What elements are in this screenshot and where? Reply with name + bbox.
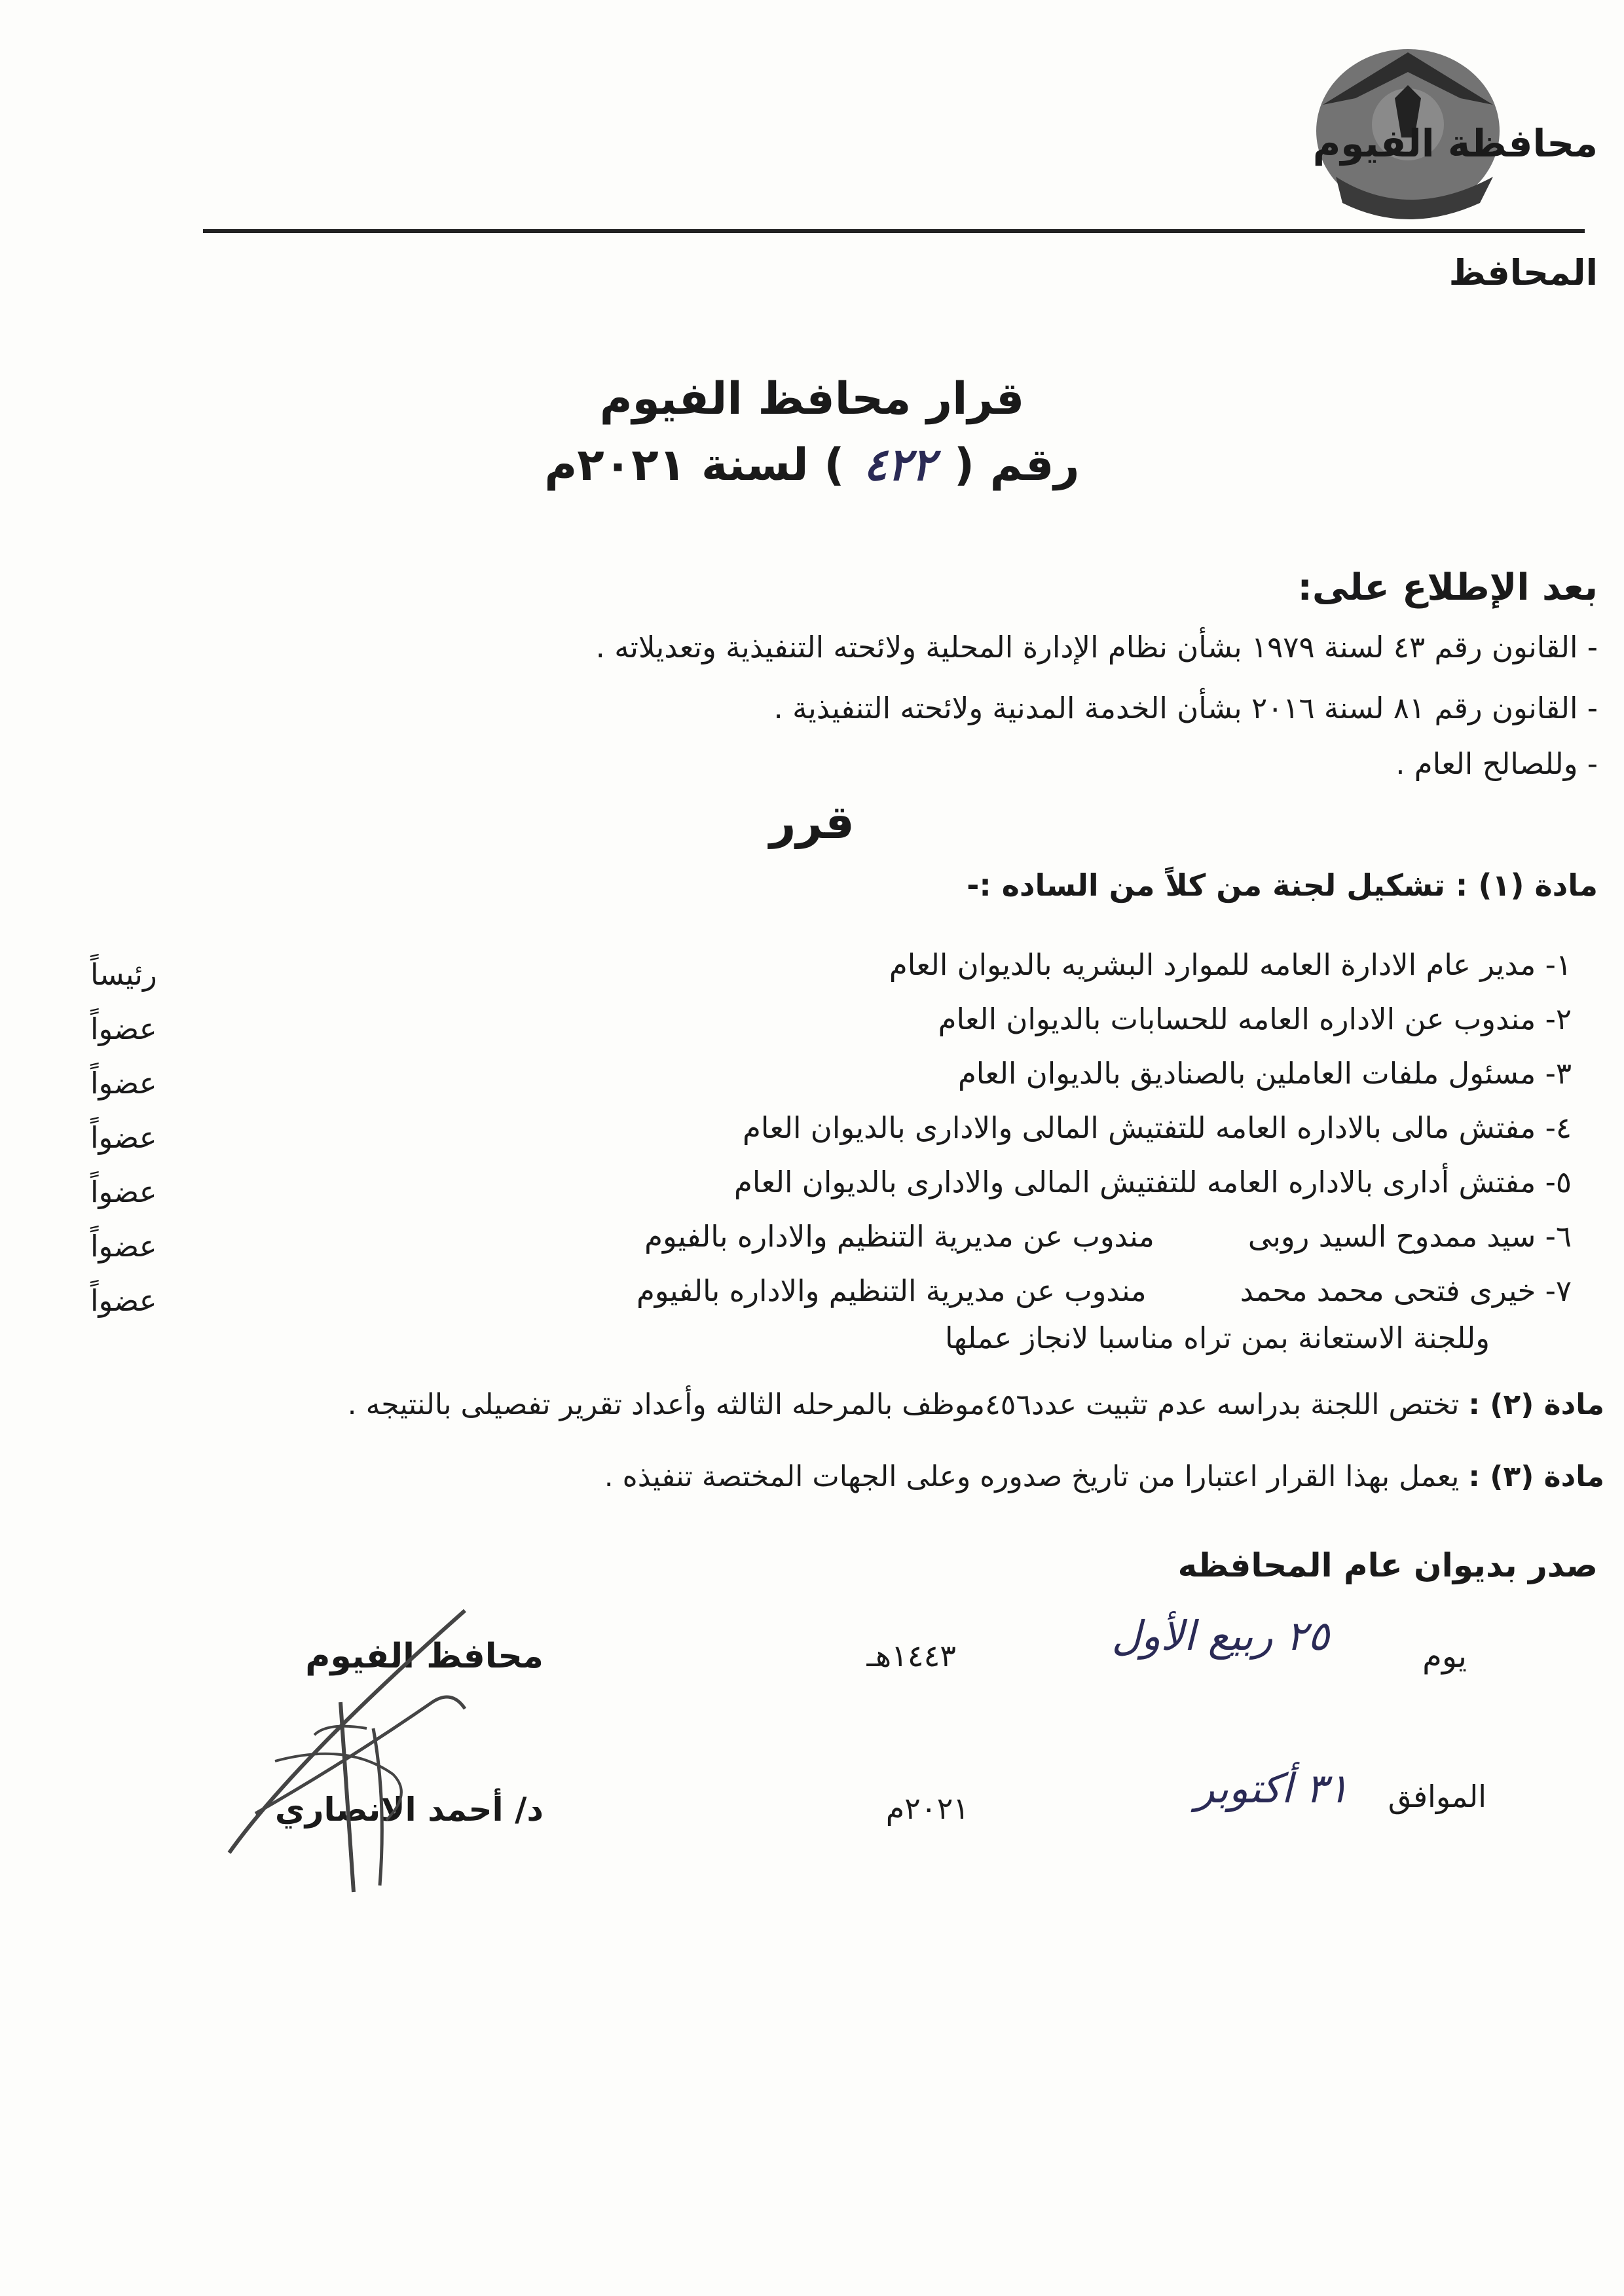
committee-member-row: ٤- مفتش مالى بالاداره العامه للتفتيش المالى والادارى بالديوان العام (742, 1110, 1572, 1145)
committee-member-row: ٦- سيد ممدوح السيد روبى مندوب عن مديرية التنظيم والاداره بالفيوم (644, 1219, 1572, 1254)
decree-number-prefix: رقم ( (953, 439, 1080, 491)
article-2-label: مادة (٢) : (1468, 1388, 1604, 1421)
signatory-title: محافظ الفيوم (305, 1637, 544, 1676)
hijri-year: ١٤٤٣هـ (866, 1638, 956, 1673)
article-2 (348, 1388, 1604, 1421)
committee-member-row: ٣- مسئول ملفات العاملين بالصناديق بالديوان العام (957, 1056, 1572, 1091)
gregorian-date-handwritten: ٣١ أكتوبر (1194, 1764, 1349, 1812)
decree-title: قرار محافظ الفيوم (599, 373, 1025, 425)
governorate-name: محافظة الفيوم (1312, 121, 1598, 166)
equivalent-label: الموافق (1388, 1779, 1486, 1814)
committee-member-row: ٧- خيرى فتحى محمد محمد مندوب عن مديرية التنظيم والاداره بالفيوم (636, 1273, 1572, 1308)
committee-member-role: عضواً (90, 1175, 157, 1209)
committee-member-row: ٢- مندوب عن الاداره العامه للحسابات بالديوان العام (938, 1002, 1572, 1036)
committee-member-role: رئيساً (90, 957, 157, 992)
committee-member-role: عضواً (90, 1229, 157, 1264)
day-label: يوم (1422, 1638, 1467, 1675)
handwritten-signature (216, 1597, 491, 1899)
decides-title: قرر (769, 795, 855, 849)
committee-member-row: ١- مدير عام الادارة العامه للموارد البشريه بالديوان العام (889, 947, 1572, 982)
decree-number-suffix: ) لسنة ٢٠٢١م (544, 439, 845, 491)
committee-assistance-note: وللجنة الاستعانة بمن تراه مناسبا لانجاز عملها (945, 1321, 1490, 1355)
committee-member-role: عضواً (90, 1066, 157, 1101)
gregorian-year: ٢٠٢١م (885, 1791, 969, 1826)
hijri-date-handwritten: ٢٥ ربيع الأول (1111, 1612, 1329, 1660)
preamble-item: - القانون رقم ٤٣ لسنة ١٩٧٩ بشأن نظام الإدارة المحلية ولائحته التنفيذية وتعديلاته . (595, 630, 1598, 665)
signatory-name: د/ أحمد الانصاري (274, 1791, 544, 1829)
committee-member-role: عضواً (90, 1011, 157, 1046)
committee-member-role: عضواً (90, 1283, 157, 1318)
committee-member-row: ٥- مفتش أدارى بالاداره العامه للتفتيش المالى والادارى بالديوان العام (734, 1165, 1572, 1199)
decree-number-line (0, 439, 1624, 491)
preamble-heading: بعد الإطلاع على: (1297, 566, 1598, 609)
decree-number-handwritten: ٤٢٢ (863, 439, 935, 491)
article-1-heading: مادة (١) : تشكيل لجنة من كلاً من الساده :- (967, 867, 1598, 903)
article-3 (604, 1460, 1604, 1493)
article-3-text: يعمل بهذا القرار اعتبارا من تاريخ صدوره وعلى الجهات المختصة تنفيذه . (604, 1460, 1460, 1493)
header-divider (203, 229, 1585, 233)
issued-at-line: صدر بديوان عام المحافظه (1177, 1546, 1598, 1584)
preamble-item: - القانون رقم ٨١ لسنة ٢٠١٦ بشأن الخدمة المدنية ولائحته التنفيذية . (773, 691, 1598, 725)
article-2-text: تختص اللجنة بدراسه عدم تثبيت عدد٤٥٦موظف بالمرحله الثالثه وأعداد تقرير تفصيلى بالنتيجه . (347, 1388, 1460, 1421)
office-title: المحافظ (1449, 252, 1598, 293)
preamble-item: - وللصالح العام . (1395, 746, 1598, 781)
committee-member-role: عضواً (90, 1120, 157, 1155)
article-3-label: مادة (٣) : (1468, 1460, 1604, 1493)
